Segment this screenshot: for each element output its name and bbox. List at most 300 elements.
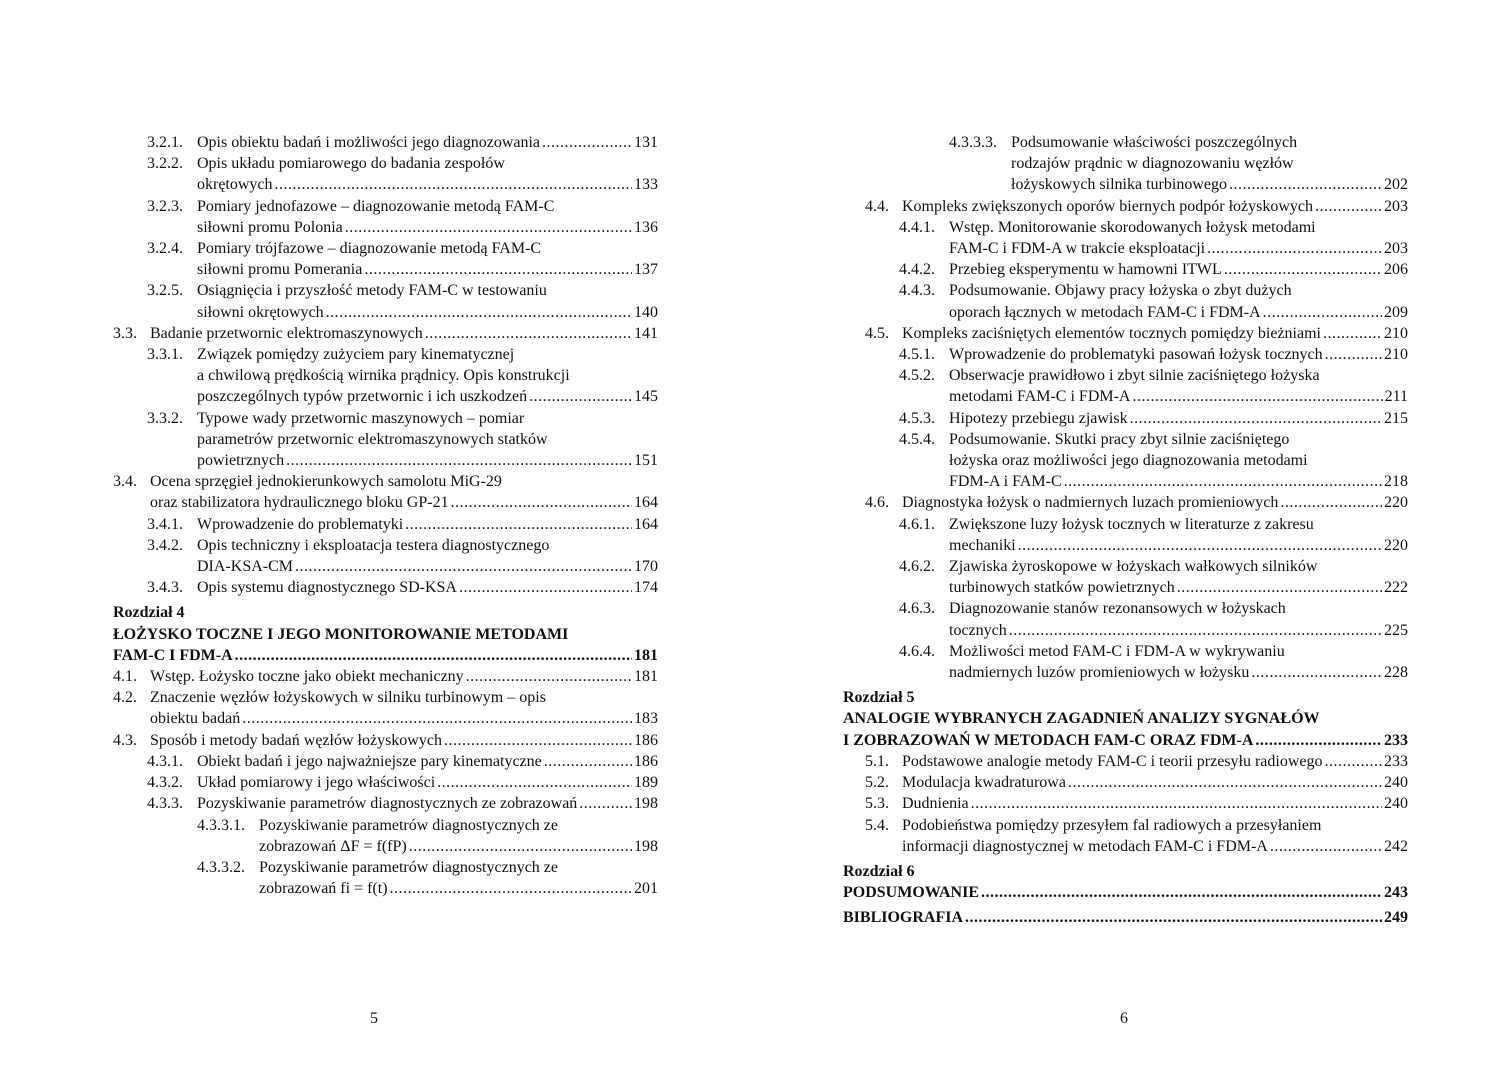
- entry-text: siłowni okrętowych: [197, 303, 324, 321]
- toc-entry: [113, 751, 658, 772]
- dot-leader: [390, 878, 632, 899]
- entry-number: 4.4.2.: [899, 261, 935, 279]
- entry-text: Podobieństwa pomiędzy przesyłem fal radiowych a przesyłaniem: [902, 816, 1322, 834]
- entry-title: [197, 751, 658, 772]
- entry-line: [843, 861, 1408, 882]
- dot-leader: [425, 323, 632, 344]
- dot-leader: [451, 492, 632, 513]
- entry-text: Pomiary trójfazowe – diagnozowanie metodą FAM-C: [197, 240, 542, 258]
- entry-line: [949, 365, 1408, 386]
- toc-entry: [113, 471, 658, 513]
- toc-entry: [113, 238, 658, 280]
- entry-line: [197, 386, 658, 407]
- entry-text: Przebieg eksperymentu w hamowni ITWL: [949, 261, 1222, 279]
- entry-number: 3.4.1.: [147, 515, 183, 533]
- toc-entry: [113, 514, 658, 535]
- entry-line: [197, 238, 658, 259]
- entry-number: 4.5.3.: [899, 409, 935, 427]
- entry-title: [150, 730, 658, 751]
- entry-text: powietrznych: [197, 452, 285, 470]
- entry-text: Wstęp. Monitorowanie skorodowanych łożysk metodami: [949, 218, 1316, 236]
- entry-text: Znaczenie węzłów łożyskowych w silniku turbinowym – opis: [150, 689, 546, 707]
- entry-title: [1011, 132, 1408, 196]
- entry-text: Rozdział 5: [843, 689, 915, 707]
- toc-page-right: [843, 132, 1408, 929]
- entry-number: 3.3.: [113, 324, 137, 342]
- entry-text: okrętowych: [197, 176, 273, 194]
- entry-number: 3.4.3.: [147, 579, 183, 597]
- entry-line: [197, 535, 658, 556]
- entry-line: [197, 217, 658, 238]
- dot-leader: [1130, 408, 1382, 429]
- dot-leader: [295, 556, 632, 577]
- entry-line: [197, 259, 658, 280]
- entry-number: 4.4.: [865, 197, 889, 215]
- entry-line: [949, 302, 1408, 323]
- entry-text: Pomiary jednofazowe – diagnozowanie metodą FAM-C: [197, 197, 555, 215]
- entry-text: FDM-A i FAM-C: [949, 473, 1062, 491]
- entry-text: I ZOBRAZOWAŃ W METODACH FAM-C ORAZ FDM-A: [843, 731, 1254, 749]
- entry-text: metodami FAM-C i FDM-A: [949, 388, 1131, 406]
- entry-line: [949, 535, 1408, 556]
- dot-leader: [275, 174, 632, 195]
- dot-leader: [1323, 323, 1382, 344]
- entry-text: Osiągnięcia i przyszłość metody FAM-C w testowaniu: [197, 282, 547, 300]
- entry-text: poszczególnych typów przetwornic i ich uszkodzeń: [197, 388, 528, 406]
- entry-line: [902, 196, 1408, 217]
- entry-line: [197, 556, 658, 577]
- entry-text: FAM-C I FDM-A: [113, 646, 233, 664]
- dot-leader: [971, 793, 1382, 814]
- entry-title: [949, 556, 1408, 598]
- entry-number: 3.2.3.: [147, 197, 183, 215]
- entry-title: [197, 514, 658, 535]
- entry-page-number: 242: [1384, 837, 1408, 855]
- entry-page-number: 201: [634, 880, 658, 898]
- entry-title: [902, 815, 1408, 857]
- entry-line: [113, 645, 658, 666]
- dot-leader: [1207, 238, 1382, 259]
- entry-number: 3.4.2.: [147, 536, 183, 554]
- entry-line: [843, 687, 1408, 708]
- entry-title: [902, 751, 1408, 772]
- toc-page-left: [113, 132, 658, 899]
- dot-leader: [579, 793, 632, 814]
- entry-page-number: 189: [634, 774, 658, 792]
- entry-text: Dudnienia: [902, 795, 969, 813]
- entry-text: Badanie przetwornic elektromaszynowych: [150, 324, 423, 342]
- entry-page-number: 225: [1384, 621, 1408, 639]
- entry-page-number: 249: [1384, 909, 1408, 927]
- entry-line: [197, 514, 658, 535]
- entry-line: [197, 429, 658, 450]
- dot-leader: [444, 730, 632, 751]
- entry-title: [197, 238, 658, 280]
- entry-page-number: 131: [634, 134, 658, 151]
- entry-line: [197, 577, 658, 598]
- toc-entry: [843, 132, 1408, 196]
- entry-line: [843, 708, 1408, 729]
- entry-page-number: 141: [634, 324, 658, 342]
- toc-entry: [113, 196, 658, 238]
- entry-line: [150, 687, 658, 708]
- entry-page-number: 240: [1384, 774, 1408, 792]
- entry-text: FAM-C i FDM-A w trakcie eksploatacji: [949, 240, 1206, 258]
- entry-line: [949, 556, 1408, 577]
- entry-number: 4.3.3.: [147, 795, 183, 813]
- entry-number: 4.4.1.: [899, 218, 935, 236]
- entry-text: Układ pomiarowy i jego właściwości: [197, 774, 436, 792]
- entry-number: 4.6.1.: [899, 515, 935, 533]
- entry-line: [1011, 132, 1408, 153]
- dot-leader: [345, 217, 632, 238]
- entry-line: [902, 323, 1408, 344]
- entry-number: 5.1.: [865, 752, 889, 770]
- toc-entry: [113, 344, 658, 408]
- dot-leader: [1229, 174, 1382, 195]
- entry-text: rodzajów prądnic w diagnozowaniu węzłów: [1011, 155, 1294, 173]
- entry-line: [949, 259, 1408, 280]
- entry-text: Kompleks zwiększonych oporów biernych podpór łożyskowych: [902, 197, 1314, 215]
- entry-text: DIA-KSA-CM: [197, 558, 293, 576]
- entry-page-number: 186: [634, 731, 658, 749]
- toc-entry: [843, 323, 1408, 344]
- entry-line: [1011, 174, 1408, 195]
- entry-page-number: 203: [1384, 197, 1408, 215]
- entry-text: Opis systemu diagnostycznego SD-KSA: [197, 579, 457, 597]
- entry-text: Kompleks zaciśniętych elementów tocznych pomiędzy bieżniami: [902, 324, 1321, 342]
- entry-title: [949, 514, 1408, 556]
- entry-line: [197, 793, 658, 814]
- entry-number: 4.5.: [865, 324, 889, 342]
- entry-line: [1011, 153, 1408, 174]
- dot-leader: [544, 751, 632, 772]
- entry-text: informacji diagnostycznej w metodach FAM-C i FDM-A: [902, 837, 1268, 855]
- entry-text: Zjawiska żyroskopowe w łożyskach wałkowych silników: [949, 558, 1318, 576]
- page-number-left: 5: [370, 1010, 378, 1027]
- toc-entry: [113, 772, 658, 793]
- dot-leader: [1009, 620, 1382, 641]
- toc-entry: [113, 132, 658, 153]
- entry-title: [949, 365, 1408, 407]
- entry-text: tocznych: [949, 621, 1007, 639]
- entry-text: Opis techniczny i eksploatacja testera diagnostycznego: [197, 536, 550, 554]
- entry-title: [259, 857, 658, 899]
- toc-entry: [843, 280, 1408, 322]
- entry-title: [902, 196, 1408, 217]
- entry-text: Hipotezy przebiegu zjawisk: [949, 409, 1128, 427]
- entry-line: [949, 386, 1408, 407]
- entry-text: Zwiększone luzy łożysk tocznych w literaturze z zakresu: [949, 515, 1314, 533]
- entry-text: Podsumowanie właściwości poszczególnych: [1011, 134, 1298, 151]
- dot-leader: [437, 772, 632, 793]
- toc-entry: [113, 408, 658, 472]
- page-number-right: 6: [1120, 1010, 1128, 1027]
- entry-line: [150, 708, 658, 729]
- entry-number: 5.2.: [865, 774, 889, 792]
- toc-entry: [843, 259, 1408, 280]
- entry-number: 4.3.2.: [147, 774, 183, 792]
- entry-page-number: 198: [634, 837, 658, 855]
- entry-text: PODSUMOWANIE: [843, 884, 980, 902]
- entry-title: [197, 772, 658, 793]
- chapter-heading: [843, 687, 1408, 751]
- entry-line: [197, 772, 658, 793]
- entry-page-number: 218: [1384, 473, 1408, 491]
- dot-leader: [459, 577, 632, 598]
- entry-page-number: 198: [634, 795, 658, 813]
- entry-line: [949, 598, 1408, 619]
- dot-leader: [1018, 535, 1382, 556]
- entry-text: Pozyskiwanie parametrów diagnostycznych ze zobrazowań: [197, 795, 578, 813]
- entry-text: oporach łącznych w metodach FAM-C i FDM-A: [949, 303, 1261, 321]
- dot-leader: [1132, 386, 1382, 407]
- entry-text: zobrazowań fi = f(t): [259, 880, 388, 898]
- toc-entry: [843, 815, 1408, 857]
- dot-leader: [286, 450, 632, 471]
- entry-line: [902, 836, 1408, 857]
- entry-title: [902, 492, 1408, 513]
- entry-title: [902, 793, 1408, 814]
- entry-line: [113, 624, 658, 645]
- toc-entry: [113, 153, 658, 195]
- entry-page-number: 164: [634, 515, 658, 533]
- entry-number: 4.6.: [865, 494, 889, 512]
- entry-title: [259, 815, 658, 857]
- entry-page-number: 174: [634, 579, 658, 597]
- dot-leader: [1177, 577, 1382, 598]
- entry-number: 3.4.: [113, 473, 137, 491]
- toc-entry: [113, 280, 658, 322]
- entry-page-number: 136: [634, 218, 658, 236]
- entry-number: 4.5.4.: [899, 430, 935, 448]
- dot-leader: [1068, 772, 1382, 793]
- entry-title: [197, 408, 658, 472]
- entry-text: siłowni promu Polonia: [197, 218, 343, 236]
- entry-text: Podstawowe analogie metody FAM-C i teorii przesyłu radiowego: [902, 752, 1323, 770]
- entry-title: [949, 259, 1408, 280]
- toc-entry: [843, 408, 1408, 429]
- entry-number: 3.2.1.: [147, 134, 183, 151]
- entry-line: [197, 365, 658, 386]
- entry-line: [949, 429, 1408, 450]
- entry-text: Obiekt badań i jego najważniejsze pary kinematyczne: [197, 752, 542, 770]
- entry-line: [949, 280, 1408, 301]
- entry-text: mechaniki: [949, 536, 1016, 554]
- entry-page-number: 170: [634, 558, 658, 576]
- toc-entry: [113, 687, 658, 729]
- entry-title: [197, 344, 658, 408]
- entry-line: [949, 620, 1408, 641]
- toc-entry: [113, 666, 658, 687]
- entry-line: [150, 492, 658, 513]
- toc-entry: [843, 514, 1408, 556]
- entry-page-number: 202: [1384, 176, 1408, 194]
- dot-leader: [235, 645, 632, 666]
- entry-page-number: 233: [1384, 752, 1408, 770]
- entry-number: 4.2.: [113, 689, 137, 707]
- entry-title: [197, 280, 658, 322]
- toc-entry: [843, 217, 1408, 259]
- entry-line: [949, 217, 1408, 238]
- entry-line: [113, 602, 658, 623]
- entry-text: siłowni promu Pomerania: [197, 261, 363, 279]
- entry-text: Sposób i metody badań węzłów łożyskowych: [150, 731, 442, 749]
- toc-entry: [843, 772, 1408, 793]
- entry-page-number: 222: [1384, 579, 1408, 597]
- chapter-heading: [113, 602, 658, 666]
- entry-line: [259, 857, 658, 878]
- entry-line: [259, 836, 658, 857]
- dot-leader: [1224, 259, 1382, 280]
- entry-line: [949, 641, 1408, 662]
- entry-page-number: 228: [1384, 664, 1408, 682]
- entry-line: [197, 153, 658, 174]
- dot-leader: [1270, 836, 1382, 857]
- dot-leader: [242, 708, 632, 729]
- toc-entry: [843, 492, 1408, 513]
- entry-text: Diagnozowanie stanów rezonansowych w łożyskach: [949, 600, 1286, 618]
- entry-text: Wstęp. Łożysko toczne jako obiekt mechaniczny: [150, 668, 464, 686]
- entry-text: Pozyskiwanie parametrów diagnostycznych ze: [259, 816, 559, 834]
- entry-number: 3.3.1.: [147, 346, 183, 364]
- entry-line: [843, 730, 1408, 751]
- entry-line: [902, 492, 1408, 513]
- dot-leader: [1251, 662, 1382, 683]
- entry-page-number: 151: [634, 452, 658, 470]
- entry-text: Podsumowanie. Skutki pracy zbyt silnie zaciśniętego: [949, 430, 1290, 448]
- entry-number: 4.6.4.: [899, 642, 935, 660]
- entry-title: [197, 535, 658, 577]
- entry-text: BIBLIOGRAFIA: [843, 909, 964, 927]
- chapter-heading: [843, 861, 1408, 903]
- entry-page-number: 210: [1384, 346, 1408, 364]
- entry-line: [949, 577, 1408, 598]
- entry-line: [949, 238, 1408, 259]
- entry-line: [197, 408, 658, 429]
- entry-title: [949, 641, 1408, 683]
- entry-line: [949, 662, 1408, 683]
- entry-title: [197, 132, 658, 153]
- entry-line: [197, 196, 658, 217]
- entry-line: [902, 772, 1408, 793]
- entry-text: Rozdział 6: [843, 862, 915, 880]
- toc-entry: [843, 793, 1408, 814]
- dot-leader: [405, 514, 632, 535]
- entry-page-number: 243: [1384, 884, 1408, 902]
- toc-entry: [113, 323, 658, 344]
- entry-page-number: 209: [1384, 303, 1408, 321]
- entry-text: ANALOGIE WYBRANYCH ZAGADNIEŃ ANALIZY SYGNAŁÓW: [843, 710, 1320, 728]
- toc-entry: [113, 815, 658, 857]
- entry-line: [150, 471, 658, 492]
- toc-entry: [843, 196, 1408, 217]
- entry-line: [197, 280, 658, 301]
- toc-entry: [843, 429, 1408, 493]
- entry-page-number: 181: [634, 646, 658, 664]
- entry-page-number: 145: [634, 388, 658, 406]
- dot-leader: [542, 132, 632, 153]
- toc-entry: [113, 535, 658, 577]
- entry-page-number: 133: [634, 176, 658, 194]
- entry-title: [902, 323, 1408, 344]
- entry-number: 4.6.2.: [899, 558, 935, 576]
- entry-number: 4.1.: [113, 668, 137, 686]
- entry-line: [902, 815, 1408, 836]
- entry-line: [949, 471, 1408, 492]
- entry-line: [843, 882, 1408, 903]
- entry-line: [197, 751, 658, 772]
- entry-title: [949, 217, 1408, 259]
- toc-entry: [113, 577, 658, 598]
- entry-page-number: 210: [1384, 324, 1408, 342]
- dot-leader: [1280, 492, 1382, 513]
- entry-line: [197, 302, 658, 323]
- entry-number: 4.5.2.: [899, 367, 935, 385]
- dot-leader: [1255, 730, 1382, 751]
- entry-line: [150, 323, 658, 344]
- entry-page-number: 211: [1384, 388, 1408, 406]
- entry-title: [949, 280, 1408, 322]
- entry-number: 5.3.: [865, 795, 889, 813]
- entry-page-number: 220: [1384, 536, 1408, 554]
- entry-page-number: 186: [634, 752, 658, 770]
- entry-title: [197, 577, 658, 598]
- dot-leader: [965, 907, 1382, 928]
- entry-text: obiektu badań: [150, 710, 241, 728]
- entry-text: oraz stabilizatora hydraulicznego bloku GP-21: [150, 494, 449, 512]
- entry-line: [843, 907, 1408, 928]
- dot-leader: [409, 836, 632, 857]
- entry-page-number: 140: [634, 303, 658, 321]
- dot-leader: [1325, 344, 1382, 365]
- entry-text: Obserwacje prawidłowo i zbyt silnie zaciśniętego łożyska: [949, 367, 1320, 385]
- entry-title: [150, 666, 658, 687]
- entry-line: [259, 815, 658, 836]
- entry-text: parametrów przetwornic elektromaszynowych statków: [197, 430, 548, 448]
- entry-page-number: 164: [634, 494, 658, 512]
- entry-text: łożyskowych silnika turbinowego: [1011, 176, 1227, 194]
- toc-entry: [843, 344, 1408, 365]
- entry-number: 3.3.2.: [147, 409, 183, 427]
- toc-entry: [113, 793, 658, 814]
- entry-number: 4.3.3.2.: [197, 858, 245, 876]
- entry-page-number: 137: [634, 261, 658, 279]
- toc-entry: [843, 556, 1408, 598]
- entry-line: [197, 174, 658, 195]
- toc-entry: [113, 857, 658, 899]
- entry-text: ŁOŻYSKO TOCZNE I JEGO MONITOROWANIE METODAMI: [113, 625, 569, 643]
- entry-line: [949, 514, 1408, 535]
- dot-leader: [529, 386, 632, 407]
- toc-entry: [843, 598, 1408, 640]
- entry-number: 4.3.3.1.: [197, 816, 245, 834]
- dot-leader: [981, 882, 1382, 903]
- entry-number: 4.4.3.: [899, 282, 935, 300]
- entry-title: [197, 793, 658, 814]
- entry-number: 4.3.1.: [147, 752, 183, 770]
- entry-title: [150, 323, 658, 344]
- entry-page-number: 215: [1384, 409, 1408, 427]
- entry-text: Ocena sprzęgieł jednokierunkowych samolotu MiG-29: [150, 473, 502, 491]
- entry-line: [197, 344, 658, 365]
- entry-title: [197, 153, 658, 195]
- chapter-heading: [843, 907, 1408, 928]
- entry-title: [949, 408, 1408, 429]
- toc-entry: [843, 751, 1408, 772]
- entry-text: Diagnostyka łożysk o nadmiernych luzach promieniowych: [902, 494, 1279, 512]
- entry-page-number: 181: [634, 668, 658, 686]
